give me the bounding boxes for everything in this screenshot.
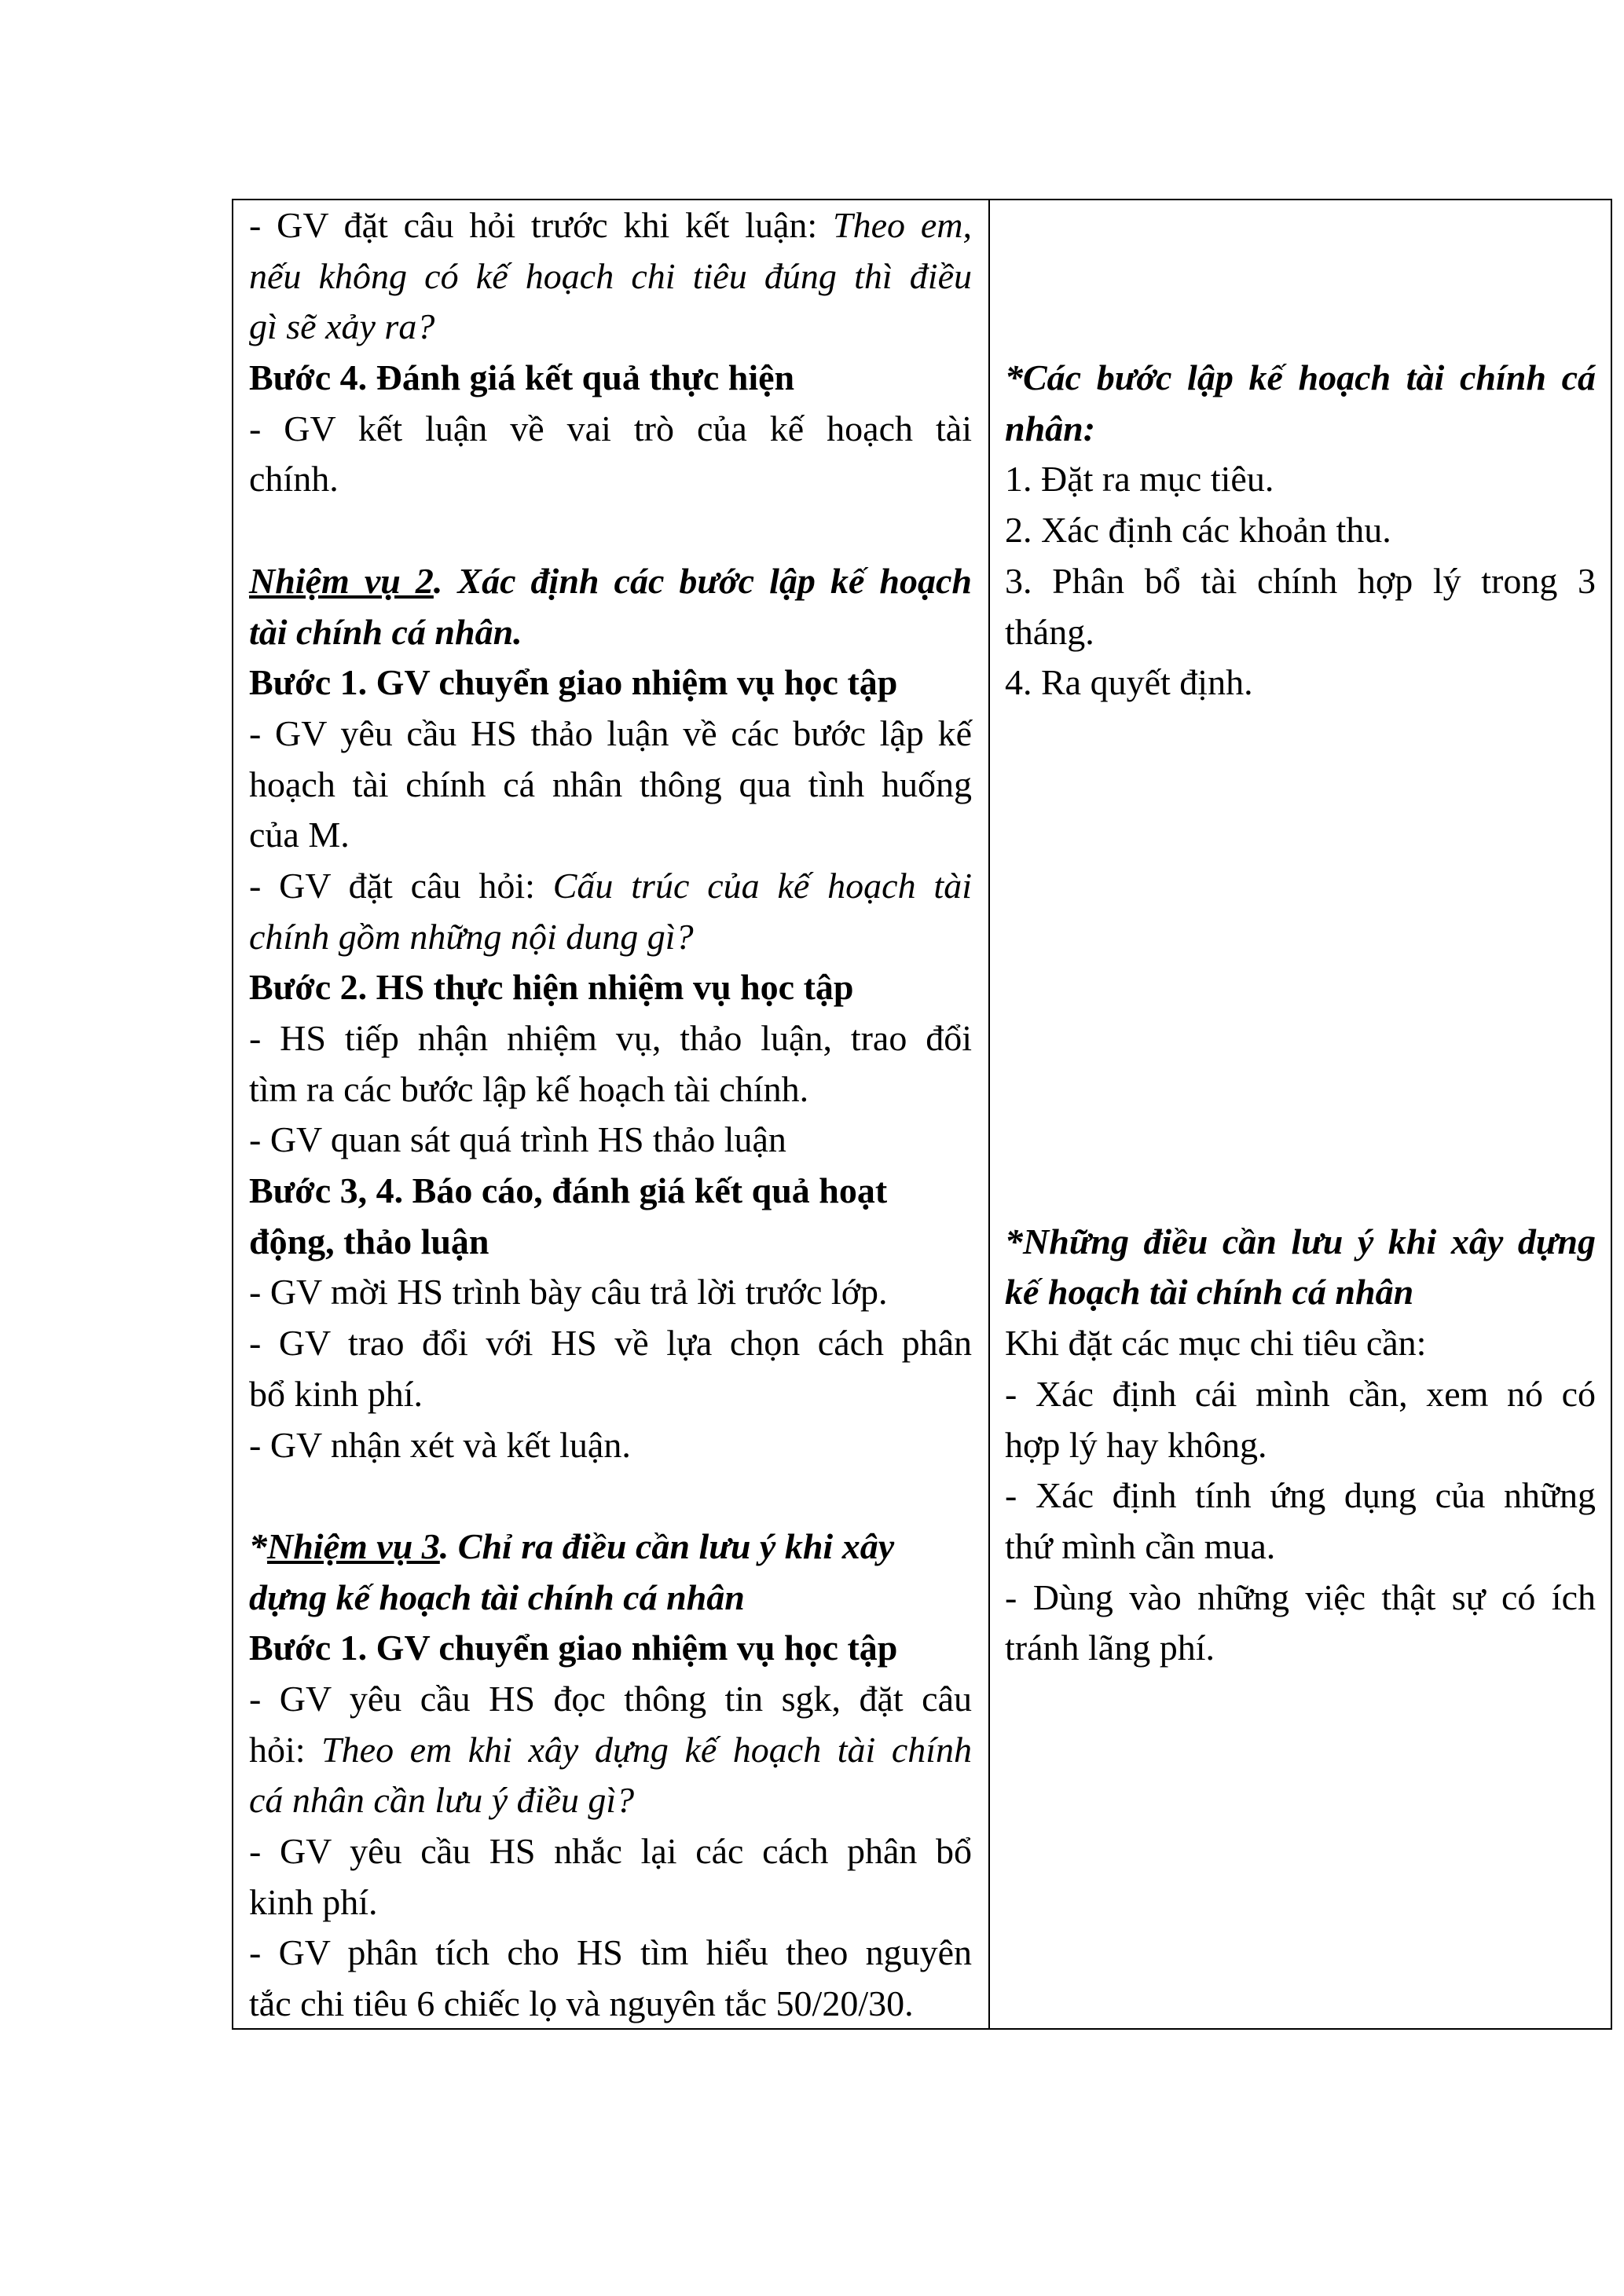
text-run: - GV đặt câu hỏi trước khi kết luận: [249, 205, 834, 245]
text-line [249, 1217, 972, 1268]
text-run: 4. Ra quyết định. [1005, 662, 1253, 703]
text-run: tài chính cá nhân. [249, 611, 522, 652]
text-run: chính. [249, 459, 339, 500]
text-run: Khi đặt các mục chi tiêu cần: [1005, 1323, 1427, 1364]
text-run: Nhiệm vụ 2 [249, 560, 434, 601]
text-line [1005, 1217, 1596, 1268]
text-run: - GV mời HS trình bày câu trả lời trước lớp. [249, 1272, 888, 1313]
text-line [249, 200, 972, 251]
text-run: Bước 1. GV chuyển giao nhiệm vụ học tập [249, 662, 898, 703]
text-run: tháng. [1005, 611, 1094, 652]
text-run: bổ kinh phí. [249, 1373, 423, 1414]
text-line [1005, 657, 1596, 709]
text-run: - GV nhận xét và kết luận. [249, 1424, 631, 1465]
text-line [1005, 1623, 1596, 1674]
text-line [1005, 200, 1596, 251]
text-line [249, 810, 972, 861]
text-line [249, 1013, 972, 1064]
text-line [1005, 1267, 1596, 1318]
text-line [1005, 760, 1596, 811]
text-line [249, 505, 972, 556]
text-line [1005, 505, 1596, 556]
lesson-table [232, 199, 1612, 2030]
text-run: Nhiệm vụ 3 [267, 1525, 440, 1566]
text-line [1005, 1369, 1596, 1420]
text-run: thứ mình cần mua. [1005, 1525, 1276, 1566]
text-line [1005, 251, 1596, 302]
text-line [249, 1826, 972, 1877]
text-line [1005, 556, 1596, 607]
text-line [1005, 1420, 1596, 1471]
text-run: 3. Phân bổ tài chính hợp lý trong 3 [1005, 560, 1596, 601]
text-line [249, 1470, 972, 1522]
text-line [249, 1928, 972, 1979]
text-line [1005, 1470, 1596, 1522]
text-run: . Chỉ ra điều cần lưu ý khi xây [439, 1525, 895, 1566]
text-run: gì sẽ xảy ra? [249, 306, 435, 347]
text-run: *Các bước lập kế hoạch tài chính cá [1005, 357, 1596, 398]
text-line [249, 1979, 972, 2030]
text-line [249, 1369, 972, 1420]
text-line [249, 1674, 972, 1725]
text-line [1005, 912, 1596, 963]
activities-column [249, 200, 972, 2030]
text-line [249, 1775, 972, 1826]
text-line [249, 760, 972, 811]
text-run: kế hoạch tài chính cá nhân [1005, 1272, 1414, 1313]
text-line [249, 1573, 972, 1624]
text-line [249, 709, 972, 760]
text-run: . Xác định các bước lập kế hoạch [433, 560, 972, 601]
text-line [1005, 1064, 1596, 1115]
text-run: - HS tiếp nhận nhiệm vụ, thảo luận, trao đổi [249, 1018, 972, 1058]
text-run: * [249, 1525, 267, 1566]
text-line [249, 251, 972, 302]
text-run: Bước 1. GV chuyển giao nhiệm vụ học tập [249, 1628, 898, 1668]
text-line [249, 454, 972, 505]
text-line [1005, 607, 1596, 658]
text-line [1005, 1166, 1596, 1217]
text-line [1005, 404, 1596, 455]
text-run: hỏi: [249, 1729, 322, 1770]
text-line [249, 556, 972, 607]
text-line [249, 1623, 972, 1674]
text-run: - GV yêu cầu HS thảo luận về các bước lập kế [249, 712, 972, 753]
text-run: - Xác định cái mình cần, xem nó có [1005, 1373, 1596, 1414]
text-run: tắc chi tiêu 6 chiếc lọ và nguyên tắc 50/20/30. [249, 1983, 914, 2024]
text-run: hợp lý hay không. [1005, 1424, 1267, 1465]
text-line [249, 1115, 972, 1166]
text-line [1005, 1013, 1596, 1064]
text-run: Theo em, [833, 205, 973, 245]
text-run: Bước 2. HS thực hiện nhiệm vụ học tập [249, 967, 854, 1008]
text-run: tìm ra các bước lập kế hoạch tài chính. [249, 1068, 809, 1109]
text-line [1005, 962, 1596, 1013]
text-run: - GV đặt câu hỏi: [249, 865, 553, 906]
text-run: Bước 4. Đánh giá kết quả thực hiện [249, 357, 795, 398]
text-line [249, 1318, 972, 1369]
text-run: Theo em khi xây dựng kế hoạch tài chính [321, 1729, 973, 1770]
text-run: dựng kế hoạch tài chính cá nhân [249, 1576, 745, 1617]
text-line [249, 861, 972, 912]
column-divider [988, 200, 990, 2028]
text-line [1005, 1522, 1596, 1573]
text-line [1005, 810, 1596, 861]
text-run: chính gồm những nội dung gì? [249, 916, 694, 957]
text-run: - Xác định tính ứng dụng của những [1005, 1475, 1596, 1516]
text-line [249, 1725, 972, 1776]
text-line [249, 657, 972, 709]
text-line [249, 962, 972, 1013]
text-run: cá nhân cần lưu ý điều gì? [249, 1780, 635, 1821]
text-run: động, thảo luận [249, 1221, 489, 1262]
text-run: - Dùng vào những việc thật sự có ích [1005, 1576, 1596, 1617]
text-line [249, 1420, 972, 1471]
text-run: nhân: [1005, 408, 1096, 449]
text-line [249, 353, 972, 404]
text-line [1005, 1573, 1596, 1624]
text-line [1005, 709, 1596, 760]
text-line [249, 607, 972, 658]
text-line [1005, 861, 1596, 912]
text-line [1005, 1115, 1596, 1166]
text-run: *Những điều cần lưu ý khi xây dựng [1005, 1221, 1596, 1262]
text-run: 1. Đặt ra mục tiêu. [1005, 459, 1274, 500]
text-run: hoạch tài chính cá nhân thông qua tình huống [249, 764, 972, 804]
text-run: nếu không có kế hoạch chi tiêu đúng thì điều [249, 255, 972, 296]
text-run: - GV kết luận về vai trò của kế hoạch tài [249, 408, 972, 449]
text-run: - GV quan sát quá trình HS thảo luận [249, 1119, 786, 1160]
text-line [1005, 353, 1596, 404]
text-run: Bước 3, 4. Báo cáo, đánh giá kết quả hoạt [249, 1170, 888, 1211]
text-line [249, 1166, 972, 1217]
text-line [249, 1877, 972, 1928]
text-run: của M. [249, 815, 350, 855]
text-line [249, 404, 972, 455]
text-run: kinh phí. [249, 1881, 378, 1922]
text-run: tránh lãng phí. [1005, 1628, 1215, 1668]
content-column [1005, 200, 1596, 1674]
text-line [1005, 454, 1596, 505]
text-line [249, 302, 972, 353]
text-line [1005, 302, 1596, 353]
text-line [1005, 1318, 1596, 1369]
text-line [249, 912, 972, 963]
text-run: - GV phân tích cho HS tìm hiểu theo nguyên [249, 1932, 972, 1973]
text-run: - GV trao đổi với HS về lựa chọn cách phân [249, 1323, 972, 1364]
text-run: - GV yêu cầu HS đọc thông tin sgk, đặt câu [249, 1678, 972, 1719]
text-run: 2. Xác định các khoản thu. [1005, 510, 1391, 551]
text-run: Cấu trúc của kế hoạch tài [552, 865, 972, 906]
text-line [249, 1064, 972, 1115]
text-run: - GV yêu cầu HS nhắc lại các cách phân bổ [249, 1831, 972, 1871]
text-line [249, 1267, 972, 1318]
text-line [249, 1522, 972, 1573]
